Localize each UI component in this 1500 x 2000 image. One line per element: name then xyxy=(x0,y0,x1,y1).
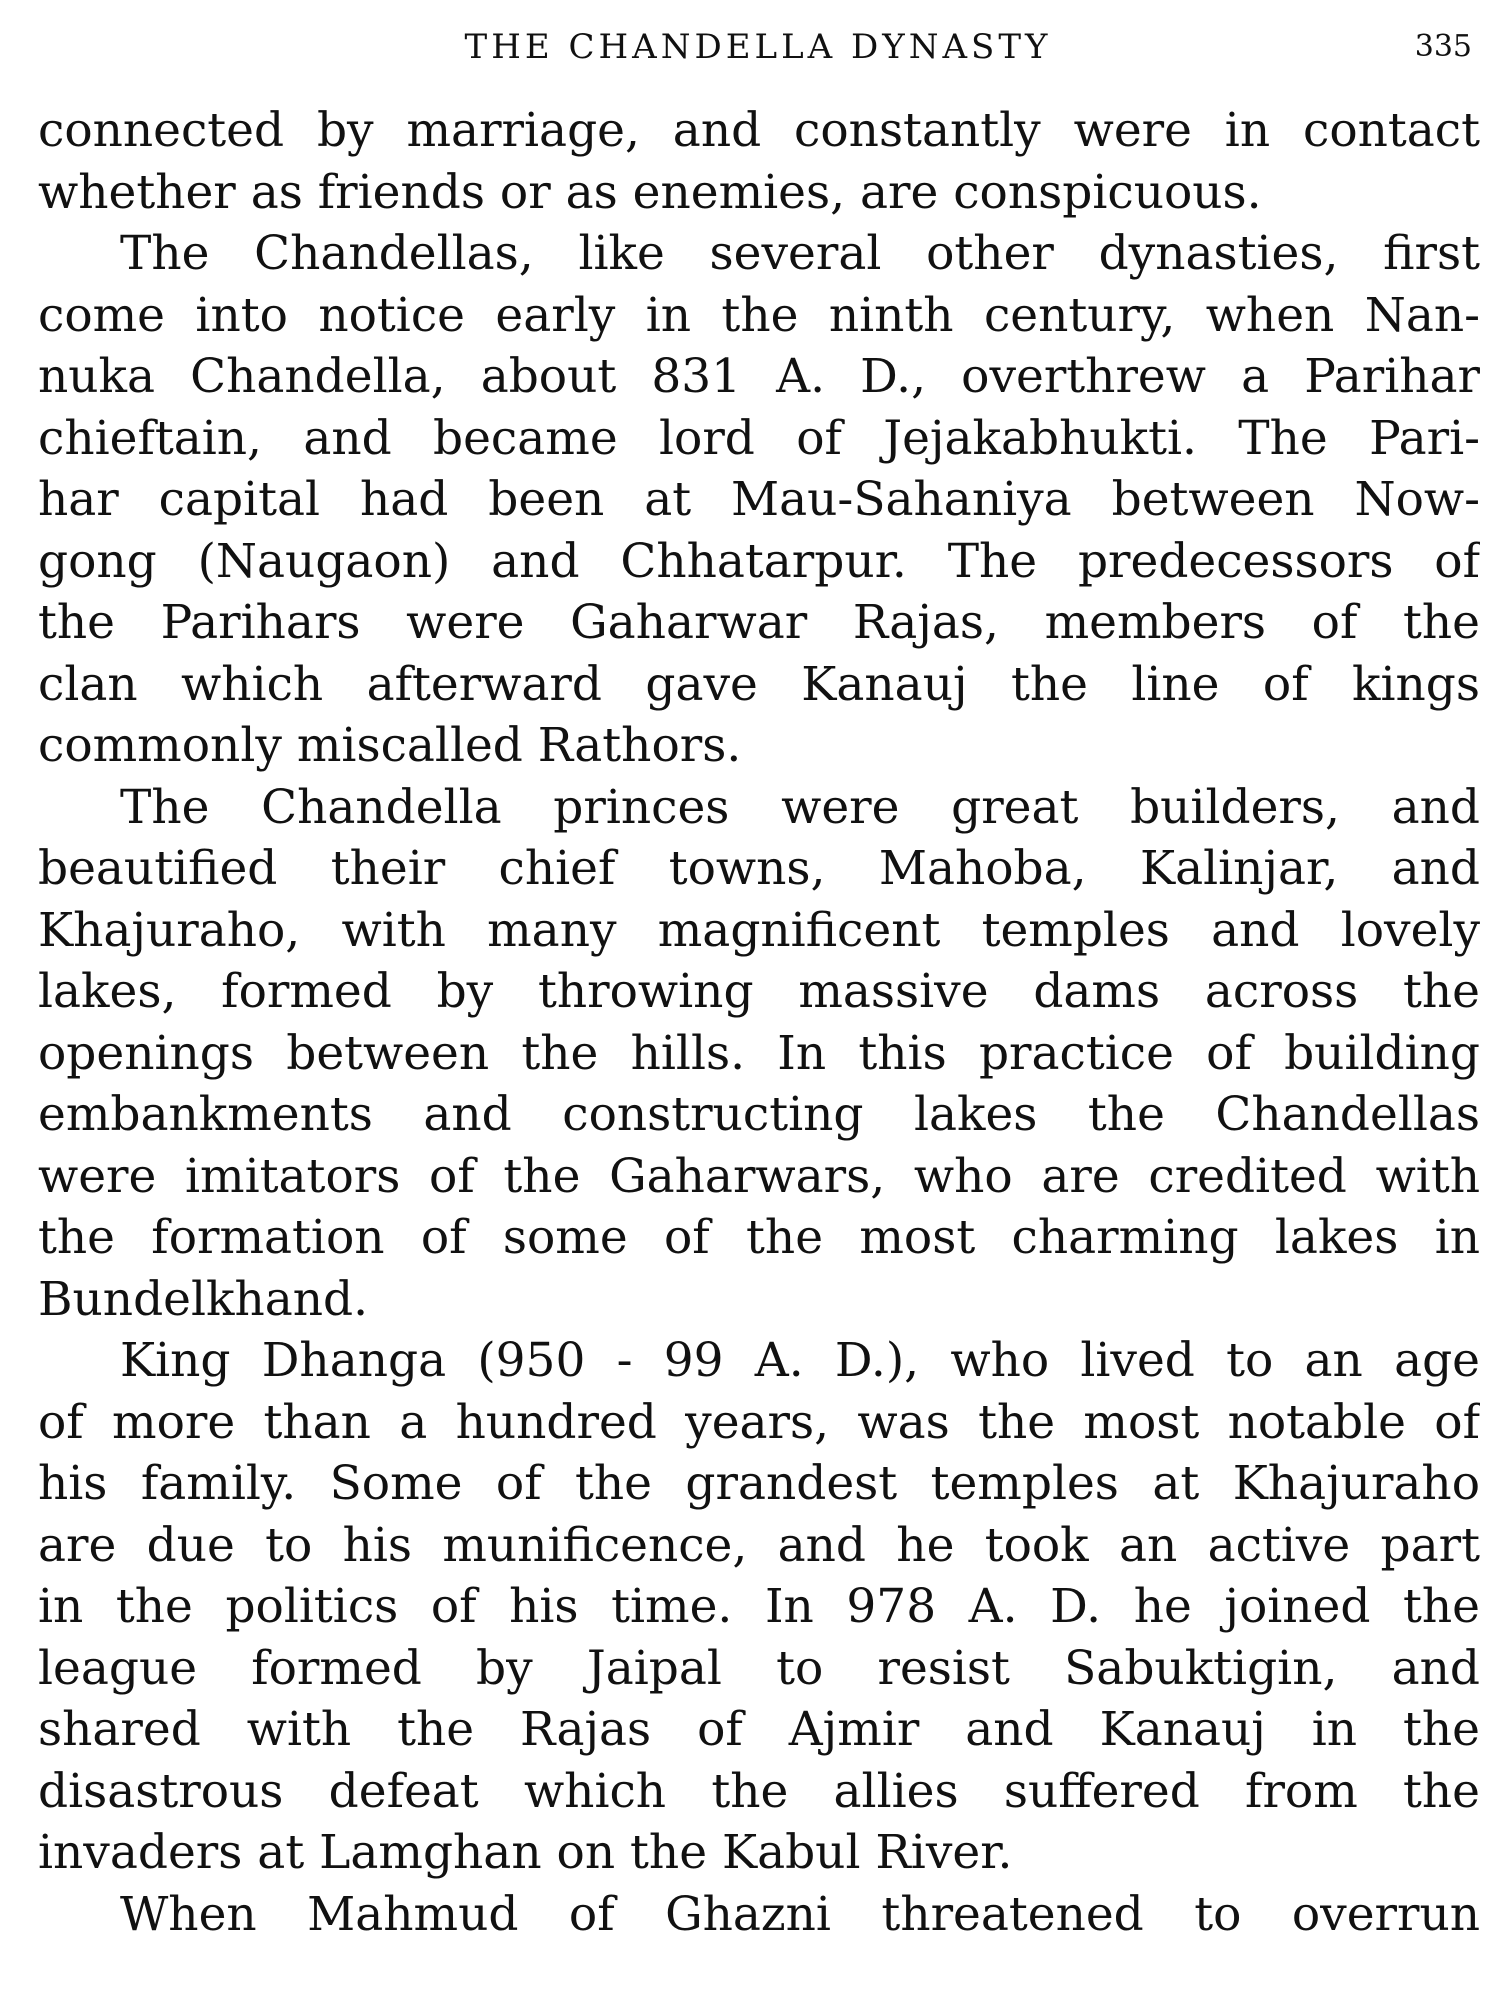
text-line: nuka Chandella, about 831 A. D., overthrew a Parihar xyxy=(38,349,1480,404)
text-line: his family. Some of the grandest temples at Khajuraho xyxy=(38,1456,1480,1511)
text-line: lakes, formed by throwing massive dams across the xyxy=(38,964,1480,1019)
text-line: were imitators of the Gaharwars, who are credited with xyxy=(38,1148,1480,1204)
running-title: THE CHANDELLA DYNASTY xyxy=(464,27,1052,67)
text-line: beautified their chief towns, Mahoba, Kalinjar, and xyxy=(38,841,1480,896)
text-line: whether as friends or as enemies, are conspicuous. xyxy=(38,164,1262,220)
text-line: come into notice early in the ninth century, when Nan- xyxy=(38,287,1480,343)
text-line: The Chandella princes were great builders, and xyxy=(120,779,1480,835)
text-line: King Dhanga (950 - 99 A. D.), who lived to an age xyxy=(120,1333,1480,1388)
text-line: of more than a hundred years, was the most notable of xyxy=(38,1394,1480,1450)
text-line: the formation of some of the most charming lakes in xyxy=(38,1210,1480,1265)
text-line: commonly miscalled Rathors. xyxy=(38,718,742,773)
text-line: league formed by Jaipal to resist Sabuktigin, and xyxy=(38,1640,1480,1696)
running-head xyxy=(38,22,1478,72)
text-line: clan which afterward gave Kanauj the line of kings xyxy=(38,656,1480,712)
text-line: in the politics of his time. In 978 A. D. he joined the xyxy=(38,1579,1480,1634)
text-line: Bundelkhand. xyxy=(38,1271,369,1327)
text-line: har capital had been at Mau-Sahaniya between Now- xyxy=(38,472,1480,527)
text-line: invaders at Lamghan on the Kabul River. xyxy=(38,1825,1013,1880)
body-text xyxy=(38,100,1480,1945)
text-line: When Mahmud of Ghazni threatened to overrun xyxy=(120,1886,1480,1942)
text-line: gong (Naugaon) and Chhatarpur. The predecessors of xyxy=(38,533,1480,589)
text-line: are due to his munificence, and he took an active part xyxy=(38,1517,1480,1573)
text-line: Khajuraho, with many magnificent temples and lovely xyxy=(38,902,1480,958)
text-line: the Parihars were Gaharwar Rajas, members of the xyxy=(38,595,1480,650)
text-line: connected by marriage, and constantly were in contact xyxy=(38,103,1480,158)
text-line: shared with the Rajas of Ajmir and Kanauj in the xyxy=(38,1702,1480,1757)
text-line: chieftain, and became lord of Jejakabhukti. The Pari- xyxy=(38,410,1480,466)
text-line: openings between the hills. In this practice of building xyxy=(38,1025,1480,1081)
page-number: 335 xyxy=(1414,29,1472,64)
text-line: embankments and constructing lakes the Chandellas xyxy=(38,1087,1480,1142)
text-line: The Chandellas, like several other dynasties, first xyxy=(120,226,1480,281)
text-line: disastrous defeat which the allies suffered from the xyxy=(38,1763,1480,1819)
